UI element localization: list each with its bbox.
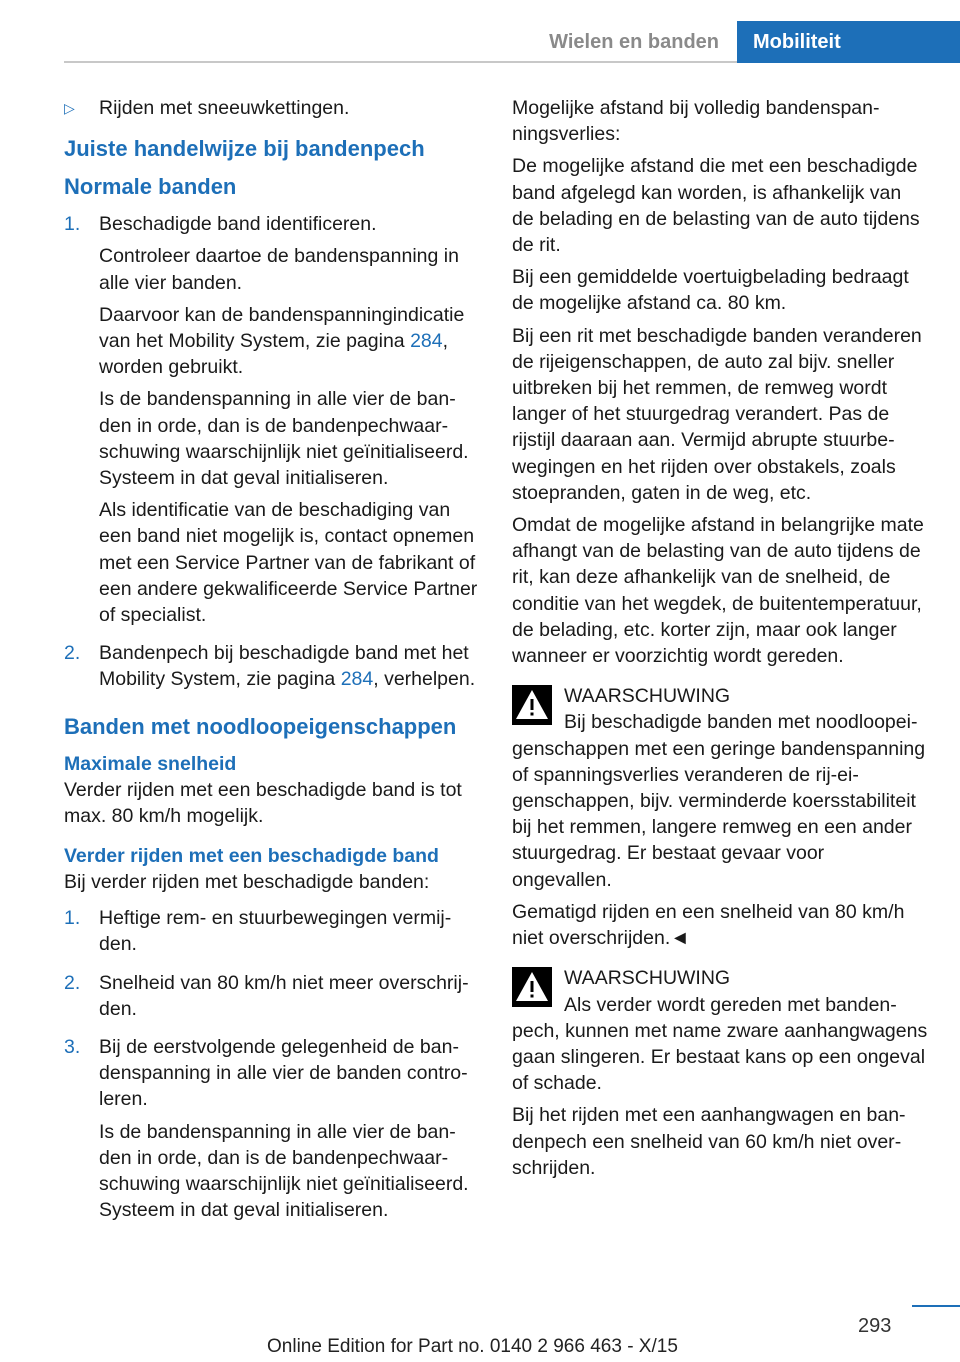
warning-text: Als verder wordt gereden met bandenpech, kunnen met name zware aanhangwagens gaan slingeren. Er bestaat kans op een ongeval of schade. bbox=[512, 993, 928, 1095]
list-item bbox=[64, 1034, 480, 1229]
step-text: Snelheid van 80 km/h niet meer overschrijden. bbox=[99, 971, 469, 1020]
body-text: Omdat de mogelijke afstand in belangrijke mate afhangt van de belasting van de auto tijdens de rit, kan deze afhankelijk van de snelheid, de conditie van het wegdek, de buitentemperatuur, de belading, etc. korter zijn, maar ook langer wanneer er voorzichtig wordt gereden. bbox=[512, 514, 924, 668]
warning-block bbox=[512, 683, 928, 951]
list-item bbox=[64, 95, 480, 121]
body-text: Bij een gemiddelde voertuigbelading bedraagt de mogelijke afstand ca. 80 km. bbox=[512, 266, 909, 315]
subsection-heading: Normale banden bbox=[64, 174, 237, 200]
body-text: Verder rijden met een beschadigde band is tot max. 80 km/h mogelijk. bbox=[64, 778, 462, 827]
list-item-text: Rijden met sneeuwkettingen. bbox=[99, 97, 350, 119]
warning-text: Gematigd rijden en een snelheid van 80 km/h niet overschrijden.◄ bbox=[512, 900, 905, 950]
body-text: Mogelijke afstand bij volledig bandenspanningsverlies: bbox=[512, 97, 880, 146]
step-text: Is de bandenspanning in alle vier de banden in orde, dan is de bandenpechwaarschuwing waarschijnlijk niet geïnitialiseerd. Systeem in dat geval initialiseren. bbox=[99, 1120, 469, 1222]
step-number: 1. bbox=[64, 213, 81, 236]
normal-steps-list bbox=[64, 211, 480, 698]
section-heading: Banden met noodloopeigenschappen bbox=[64, 713, 457, 739]
step-number: 2. bbox=[64, 642, 81, 665]
subsection-heading: Verder rijden met een beschadigde band bbox=[64, 845, 439, 868]
footer-rule bbox=[912, 1305, 960, 1307]
list-item bbox=[64, 970, 480, 1028]
right-column bbox=[512, 95, 928, 1187]
tab-wielen-en-banden[interactable]: Wielen en banden bbox=[549, 31, 719, 53]
warning-title: WAARSCHUWING bbox=[564, 685, 731, 708]
step-text: Heftige rem- en stuurbewegingen vermijden. bbox=[99, 907, 452, 956]
warning-title: WAARSCHUWING bbox=[564, 967, 731, 990]
continue-steps-list bbox=[64, 905, 480, 1229]
warning-text: Bij beschadigde banden met noodloopeigenschappen met een geringe bandenspanning of spanningsverlies veranderen de rij-eigenschappen, bijv. verminderde koersstabiliteit bij het remmen, langere remweg en een ander stuurgedrag. Er bestaat gevaar voor ongevallen. bbox=[512, 711, 926, 891]
section-heading: Juiste handelwijze bij bandenpech bbox=[64, 136, 425, 162]
subsection-heading: Maximale snelheid bbox=[64, 752, 237, 775]
body-text: De mogelijke afstand die met een beschadigde band afgelegd kan worden, is afhankelijk van de belading en de belasting van de auto tijdens de rit. bbox=[512, 155, 920, 257]
page-number: 293 bbox=[858, 1315, 892, 1337]
step-text: Daarvoor kan de bandenspanningindicatie van het Mobility System, zie pagina 284, worden gebruikt. bbox=[99, 303, 465, 379]
body-text: Bij een rit met beschadigde banden veranderen de rijeigenschappen, de auto zal bijv. sneller uitbreken bij het remmen, de remweg wordt langer of het stuurgedrag verandert. Pas de rijstijl daaraan aan. Vermijd abrupte stuurbewegingen en het rijden over obstakels, zoals stoepranden, gaten in de weg, etc. bbox=[512, 324, 922, 504]
list-item bbox=[64, 211, 480, 634]
list-item bbox=[64, 905, 480, 963]
warning-block bbox=[512, 965, 928, 1181]
step-number: 1. bbox=[64, 907, 81, 930]
page-link[interactable]: 284 bbox=[410, 330, 443, 353]
page-link[interactable]: 284 bbox=[340, 668, 374, 691]
left-column bbox=[64, 95, 480, 1236]
step-text: Als identificatie van de beschadiging van een band niet mogelijk is, contact opnemen met een Service Partner van de fabrikant of een andere gekwalificeerde Service Partner of specialist. bbox=[99, 499, 478, 627]
body-text: Bij verder rijden met beschadigde banden: bbox=[64, 871, 430, 894]
warning-triangle-icon bbox=[512, 967, 552, 1007]
tab-mobiliteit[interactable]: Mobiliteit bbox=[737, 21, 960, 63]
step-text: Is de bandenspanning in alle vier de banden in orde, dan is de bandenpechwaarschuwing waarschijnlijk niet geïnitialiseerd. Systeem in dat geval initialiseren. bbox=[99, 388, 469, 490]
step-text: Bij de eerstvolgende gelegenheid de bandenspanning in alle vier de banden controleren. bbox=[99, 1036, 468, 1111]
edition-footer: Online Edition for Part no. 0140 2 966 463 - X/15 bbox=[267, 1336, 678, 1357]
step-text: Controleer daartoe de bandenspanning in alle vier banden. bbox=[99, 245, 459, 294]
triangle-right-icon: ▷ bbox=[64, 100, 75, 116]
step-number: 3. bbox=[64, 1036, 81, 1059]
list-item bbox=[64, 640, 480, 698]
warning-triangle-icon bbox=[512, 685, 552, 725]
step-text: Bandenpech bij beschadigde band met het Mobility System, zie pagina 284, verhelpen. bbox=[99, 642, 476, 691]
warning-text: Bij het rijden met een aanhangwagen en bandenpech een snelheid van 60 km/h niet overschrijden. bbox=[512, 1104, 906, 1179]
step-text: Beschadigde band identificeren. bbox=[99, 213, 377, 236]
step-number: 2. bbox=[64, 971, 81, 994]
